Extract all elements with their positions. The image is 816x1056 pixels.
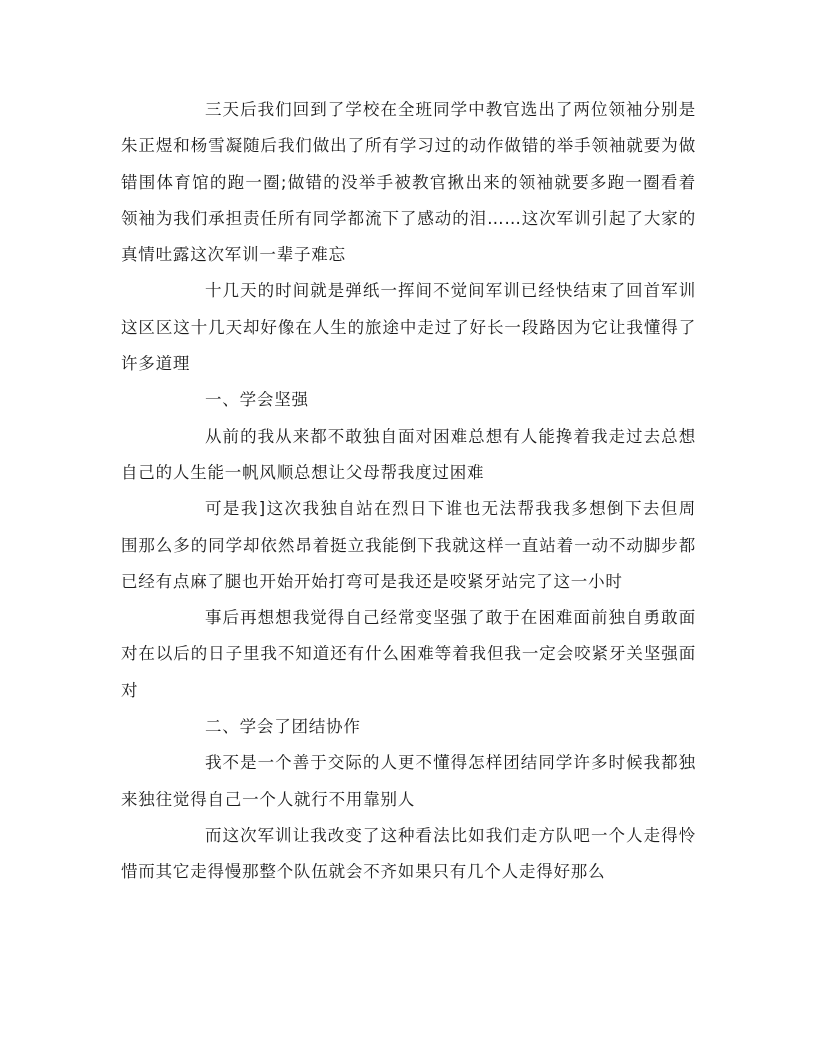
paragraph-7: 而这次军训让我改变了这种看法比如我们走方队吧一个人走得怜惜而其它走得慢那整个队伍就会不齐如果只有几个人走得好那么 (121, 825, 696, 882)
section-heading-1: 一、学会坚强 (205, 390, 309, 410)
paragraph-4: 可是我]这次我独自站在烈日下谁也无法帮我我多想倒下去但周围那么多的同学却依然昂着挺立我能倒下我就这样一直站着一动不动脚步都已经有点麻了腿也开始开始打弯可是我还是咬紧牙站完了这一小时 (121, 499, 696, 591)
section-heading-2: 二、学会了团结协作 (205, 717, 361, 737)
paragraph-5: 事后再想想我觉得自己经常变坚强了敢于在困难面前独自勇敢面对在以后的日子里我不知道还有什么困难等着我但我一定会咬紧牙关坚强面对 (121, 608, 696, 700)
paragraph-3: 从前的我从来都不敢独自面对困难总想有人能搀着我走过去总想自己的人生能一帆风顺总想让父母帮我度过困难 (121, 426, 696, 482)
paragraph-1: 三天后我们回到了学校在全班同学中教官选出了两位领袖分别是朱正煜和杨雪凝随后我们做出了所有学习过的动作做错的举手领袖就要为做错围体育馆的跑一圈;做错的没举手被教官揪出来的领袖就要多跑一圈看着领袖为我们承担责任所有同学都流下了感动的泪……这次军训引起了大家的真情吐露这次军训一辈子难忘 (121, 100, 696, 265)
paragraph-2: 十几天的时间就是弹纸一挥间不觉间军训已经快结束了回首军训这区区这十几天却好像在人生的旅途中走过了好长一段路因为它让我懂得了许多道理 (121, 281, 696, 374)
document-body (121, 92, 696, 891)
paragraph-6: 我不是一个善于交际的人更不懂得怎样团结同学许多时候我都独来独往觉得自己一个人就行不用靠别人 (121, 753, 696, 809)
